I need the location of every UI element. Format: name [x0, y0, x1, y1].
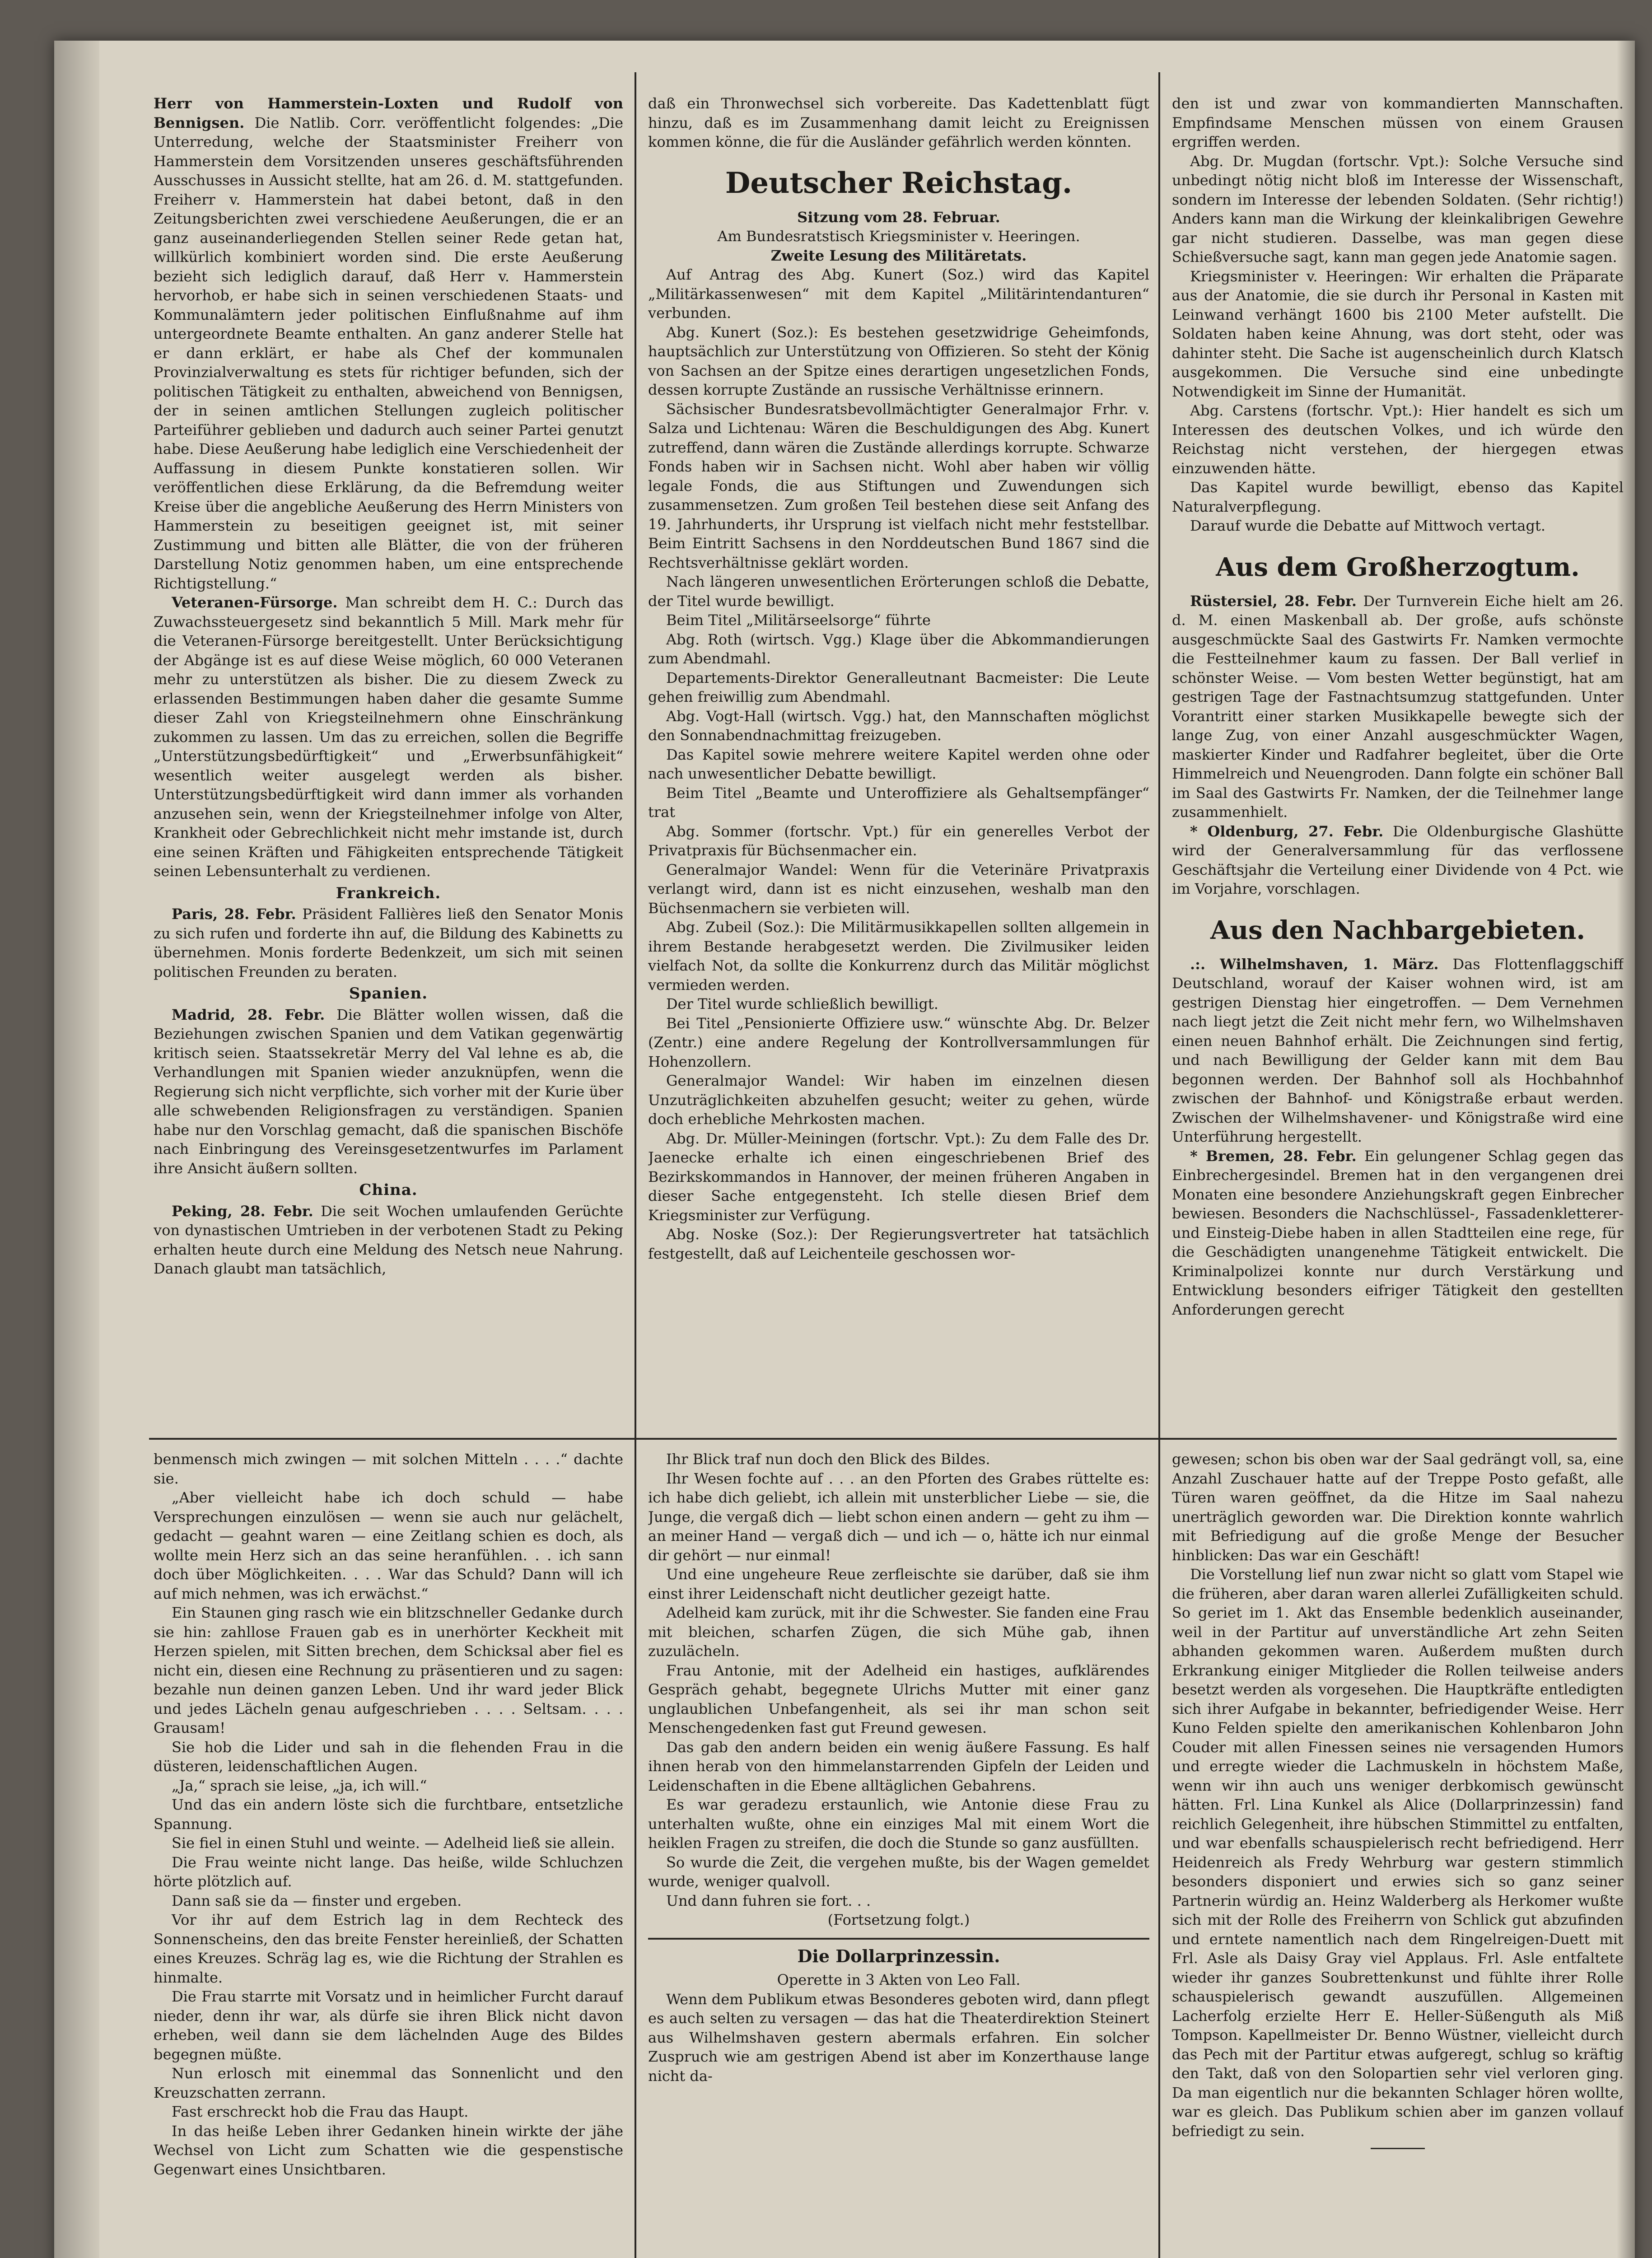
- paragraph: Generalmajor Wandel: Wenn für die Veterinäre Privatpraxis verlangt wird, dann ist es nicht einzusehen, weshalb man den Büchsenmachern sie verbieten will.: [648, 861, 1149, 917]
- reading-heading: Zweite Lesung des Militäretats.: [770, 247, 1027, 264]
- paragraph: Abg. Noske (Soz.): Der Regierungsvertreter hat tatsächlich festgestellt, daß auf Leichenteile geschossen wor-: [648, 1226, 1149, 1262]
- paragraph: Abg. Kunert (Soz.): Es bestehen gesetzwidrige Geheimfonds, hauptsächlich zur Unterstützung von Offizieren. So steht der König von Sachsen an der Spitze eines derartigen ungesetzlichen Fonds, dessen korrupte Zustände an russische Verhältnisse erinnern.: [648, 323, 1149, 398]
- feuilleton-column-1: [154, 1450, 623, 2258]
- heading-china: China.: [359, 1181, 418, 1199]
- paragraph: Fast erschreckt hob die Frau das Haupt.: [172, 2103, 469, 2120]
- heading-frankreich: Frankreich.: [336, 884, 441, 902]
- paragraph: Auf Antrag des Abg. Kunert (Soz.) wird das Kapitel „Militärkassenwesen“ mit dem Kapitel „Militärintendanturen“ verbunden.: [648, 266, 1149, 322]
- article-body: Ein gelungener Schlag gegen das Einbrechergesindel. Bremen hat in den vergangenen drei Monaten eine besondere Anziehungskraft gegen Einbrecher bewiesen. Besonders die Nachschlüssel-, Fassadenkletterer- und Einsteig-Diebe haben in allen Stadtteilen eine rege, für die Geschädigten unangenehme Tätigkeit entwickelt. Die Kriminalpolizei konnte nur durch Verstärkung und Entwicklung besonders eifriger Tätigkeit den gestellten Anforderungen gerecht: [1172, 1147, 1624, 1318]
- paragraph: Sächsischer Bundesratsbevollmächtigter Generalmajor Frhr. v. Salza und Lichtenau: Wären die Beschuldigungen des Abg. Kunert zutreffend, dann wären die Zustände allerdings korrupte. Schwarze Fonds haben wir in Sachsen nicht. Wohl aber haben wir völlig legale Fonds, die aus Stiftungen und Zuwendungen sich zusammensetzen. Zum großen Teil bestehen diese seit Anfang des 19. Jahrhunderts, ihr Ursprung ist vielfach nicht mehr feststellbar. Beim Eintritt Sachsens in den Norddeutschen Bund 1867 sind die Rechtsverhältnisse geklärt worden.: [648, 400, 1149, 571]
- article-bremen: [1172, 1147, 1624, 1320]
- feuilleton-rule: [149, 1438, 1617, 1440]
- feuilleton-column-2: [648, 1450, 1149, 2258]
- paragraph: Und dann fuhren sie fort. . .: [666, 1892, 871, 1909]
- paragraph: Departements-Direktor Generalleutnant Bacmeister: Die Leute gehen freiwillig zum Abendmahl.: [648, 669, 1149, 705]
- heading-dollarprinzessin: Die Dollarprinzessin.: [797, 1945, 1000, 1966]
- article-continuation: daß ein Thronwechsel sich vorbereite. Das Kadettenblatt fügt hinzu, daß es im Zusammenhang damit leicht zu Ereignissen kommen könne, die für die Ausländer gefährlich werden könnten.: [648, 95, 1149, 150]
- article-peking: [154, 1202, 623, 1278]
- article-body: Der Turnverein Eiche hielt am 26. d. M. einen Maskenball ab. Der große, aufs schönste ausgeschmückte Saal des Gastwirts Fr. Namken vermochte die Festteilnehmer kaum zu fassen. Der Ball verlief in schönster Weise. — Vom besten Wetter begünstigt, hat am gestrigen Tage der Fastnachtsumzug stattgefunden. Unter Vorantritt einer starken Musikkapelle bewegte sich der lange Zug, von einer Anzahl ausgeschmückter Wagen, maskierter Kinder und Radfahrer begleitet, über die Orte Himmelreich und Neuengroden. Dann folgte ein schöner Ball im Saal des Gastwirts Fr. Namken, der die Teilnehmer lange zusammenhielt.: [1172, 592, 1624, 821]
- heading-reichstag: Deutscher Reichstag.: [725, 166, 1073, 200]
- article-lead: Madrid, 28. Febr.: [172, 1006, 325, 1023]
- paragraph: Am Bundesratstisch Kriegsminister v. Heeringen.: [717, 228, 1080, 245]
- article-lead: * Oldenburg, 27. Febr.: [1190, 822, 1384, 840]
- paragraph: benmensch mich zwingen — mit solchen Mitteln . . . .“ dachte sie.: [154, 1451, 623, 1487]
- paragraph: Adelheid kam zurück, mit ihr die Schwester. Sie fanden eine Frau mit bleichen, scharfen Zügen, die sich Mühe gab, ihnen zuzulächeln.: [648, 1604, 1149, 1660]
- column-1: [154, 94, 623, 1431]
- article-ruestersiel: [1172, 592, 1624, 822]
- article-lead: .:. Wilhelmshaven, 1. März.: [1190, 955, 1439, 973]
- paragraph: Abg. Roth (wirtsch. Vgg.) Klage über die Abkommandierungen zum Abendmahl.: [648, 630, 1149, 667]
- paragraph: Darauf wurde die Debatte auf Mittwoch vertagt.: [1190, 517, 1545, 534]
- paragraph: gewesen; schon bis oben war der Saal gedrängt voll, sa, eine Anzahl Zuschauer hatte auf der Treppe Posto gefaßt, alle Türen waren geöffnet, da die Hitze im Saal nahezu unerträglich geworden war. Die Direktion konnte wahrlich mit Befriedigung auf die große Menge der Besucher hinblicken: Das war ein Geschäft!: [1172, 1451, 1624, 1564]
- feuilleton-column-3: [1172, 1450, 1624, 2258]
- paragraph: „Ja,“ sprach sie leise, „ja, ich will.“: [172, 1777, 427, 1794]
- section-rule: [648, 1938, 1149, 1940]
- column-rule-2: [1158, 72, 1160, 2258]
- article-lead: Peking, 28. Febr.: [172, 1202, 313, 1220]
- paragraph: Ihr Wesen fochte auf . . . an den Pforten des Grabes rüttelte es: ich habe dich geliebt, ich allein mit unsterblicher Liebe — sie, die Junge, die vergaß dich — liebt schon einen andern — geht zu ihm — an meiner Hand — vergaß dich — und ich — o, hätte ich nur einmal dir gehört — nur einmal!: [648, 1470, 1149, 1564]
- paragraph: Sie fiel in einen Stuhl und weinte. — Adelheid ließ sie allein.: [172, 1834, 615, 1852]
- paragraph: Bei Titel „Pensionierte Offiziere usw.“ wünschte Abg. Dr. Belzer (Zentr.) eine andere Regelung der Kontrollversammlungen für Hohenzollern.: [648, 1014, 1149, 1070]
- paragraph: „Aber vielleicht habe ich doch schuld — habe Versprechungen einzulösen — wenn sie auch nur gelächelt, gedacht — geahnt waren — eine Zeitlang schien es doch, als wollte mein Herz sich an das seine heranfühlen. . . ich sann doch über Möglichkeiten. . . . War das Schuld? Dann will ich auf mich nehmen, was ich erwächst.“: [154, 1489, 623, 1602]
- article-body: Die Oldenburgische Glashütte wird der Generalversammlung für das verflossene Geschäftsjahr die Verteilung einer Dividende von 4 Pct. wie im Vorjahre, vorschlagen.: [1172, 822, 1624, 897]
- paragraph: Abg. Dr. Mugdan (fortschr. Vpt.): Solche Versuche sind unbedingt nötig nicht bloß im Interesse der Wissenschaft, sondern im Interesse der lebenden Soldaten. (Sehr richtig!) Anders kann man die Wirkung der kleinkalibrigen Gewehre gar nicht studieren. Dasselbe, was man gegen diese Schießversuche sagt, kann man gegen jede Anatomie sagen.: [1172, 152, 1624, 266]
- paragraph: Abg. Vogt-Hall (wirtsch. Vgg.) hat, den Mannschaften möglichst den Sonnabendnachmittag freizugeben.: [648, 707, 1149, 744]
- article-body: Die Natlib. Corr. veröffentlicht folgendes: „Die Unterredung, welche der Staatsminister Freiherr von Hammerstein dem Vorsitzenden unseres geschäftsführenden Ausschusses in Aussicht stellte, hat am 26. d. M. stattgefunden. Freiherr v. Hammerstein hat dabei betont, daß in den Zeitungsberichten zwei verschiedene Aeußerungen, die er an ganz auseinanderliegenden Stellen seiner Rede getan hat, willkürlich kombiniert worden sind. Die erste Aeußerung bezieht sich lediglich darauf, daß Herr v. Hammerstein hervorhob, er habe sich in seinen verschiedenen Staats- und Kommunalämtern jeder politischen Einflußnahme auf ihm untergeordnete Beamte enthalten. An ganz anderer Stelle hat er dann erklärt, er habe als Chef der kommunalen Provinzialverwaltung es stets für richtiger befunden, sich der politischen Tätigkeit zu enthalten, abweichend von Bennigsen, der in seinen amtlichen Stellungen zugleich politischer Parteiführer geblieben und dadurch auch seiner Partei genutzt habe. Diese Aeußerung habe lediglich eine Verschiedenheit der Auffassung in diesem Punkte konstatieren sollen. Wir veröffentlichen diese Erklärung, da die Befremdung weiter Kreise über die angebliche Aeußerung des Herrn Ministers von Hammerstein zu beseitigen geeignet ist, mit seiner Zustimmung und bitten alle Blätter, die von der früheren Darstellung Notiz genommen haben, um eine entsprechende Richtigstellung.“: [154, 114, 623, 592]
- column-2: [648, 94, 1149, 1431]
- paragraph: Abg. Carstens (fortschr. Vpt.): Hier handelt es sich um Interessen des deutschen Volkes, und ich würde den Reichstag nicht verstehen, der hiergegen etwas einzuwenden hätte.: [1172, 402, 1624, 477]
- paragraph: Und eine ungeheure Reue zerfleischte sie darüber, daß sie ihm einst ihrer Leidenschaft nicht deutlicher gezeigt hatte.: [648, 1566, 1149, 1602]
- page-binding: [54, 41, 99, 2258]
- paragraph: Nach längeren unwesentlichen Erörterungen schloß die Debatte, der Titel wurde bewilligt.: [648, 573, 1149, 610]
- article-body: Die Blätter wollen wissen, daß die Beziehungen zwischen Spanien und dem Vatikan gegenwärtig kritisch seien. Staatssekretär Merry del Val lehne es ab, die Verhandlungen mit Spanien wieder anzuknüpfen, wenn die Regierung sich nicht verpflichte, sich vorher mit der Kurie über alle schwebenden Religionsfragen zu verständigen. Spanien habe nur den Vorschlag gemacht, daß die spanischen Bischöfe nach Einbringung des Vereinsgesetzentwurfes im Parlament ihre Ansicht äußern sollten.: [154, 1006, 623, 1177]
- article-lead: * Bremen, 28. Febr.: [1190, 1147, 1357, 1165]
- paragraph: Das gab den andern beiden ein wenig äußere Fassung. Es half ihnen herab von den himmelanstarrenden Gipfeln der Leiden und Leidenschaften in die Ebene alltäglichen Gebahrens.: [648, 1738, 1149, 1794]
- paragraph: Beim Titel „Militärseelsorge“ führte: [666, 611, 931, 629]
- paragraph: Frau Antonie, mit der Adelheid ein hastiges, aufklärendes Gespräch gehabt, begegnete Ulrichs Mutter mit einer ganz unglaublichen Unbefangenheit, als sei ihr man schon seit Menschengedenken fast gut Freund gewesen.: [648, 1661, 1149, 1736]
- paragraph: Generalmajor Wandel: Wir haben im einzelnen diesen Unzuträglichkeiten abzuhelfen gesucht; weiter zu gehen, würde doch erhebliche Mehrkosten machen.: [648, 1072, 1149, 1128]
- article-body: Man schreibt dem H. C.: Durch das Zuwachssteuergesetz sind bekanntlich 5 Mill. Mark mehr für die Veteranen-Fürsorge bereitgestellt. Unter Berücksichtigung der Abgänge ist es auf diese Weise möglich, 60 000 Veteranen mehr zu unterstützen als bisher. Die zu diesem Zweck zu erlassenden Bestimmungen haben daher die gesamte Summe dieser Zahl von Kriegsteilnehmern ohne Einschränkung zukommen zu lassen. Um das zu erreichen, sollen die Begriffe „Unterstützungsbedürftigkeit“ und „Erwerbsunfähigkeit“ wesentlich weiter ausgelegt werden als bisher. Unterstützungsbedürftigkeit wird dann immer als vorhanden anzusehen sein, wenn der Kriegsteilnehmer infolge von Alter, Krankheit oder Gebrechlichkeit nicht mehr imstande ist, durch eine seinen Kräften und Fähigkeiten entsprechende Tätigkeit seinen Lebensunterhalt zu verdienen.: [154, 594, 623, 880]
- article-wilhelmshaven: [1172, 955, 1624, 1147]
- heading-nachbargebiete: Aus den Nachbargebieten.: [1210, 915, 1585, 945]
- article-veteranen: [154, 593, 623, 881]
- newspaper-page: [54, 41, 1635, 2258]
- paragraph: Beim Titel „Beamte und Unteroffiziere als Gehaltsempfänger“ trat: [648, 784, 1149, 821]
- article-lead: Herr von Hammerstein-Loxten und Rudolf von Bennigsen.: [154, 95, 623, 131]
- paragraph: Nun erlosch mit einemmal das Sonnenlicht und den Kreuzschatten zerrann.: [154, 2065, 623, 2101]
- article-continuation: den ist und zwar von kommandierten Mannschaften. Empfindsame Menschen müssen von einem Grausen ergriffen werden.: [1172, 95, 1624, 150]
- article-body: Die seit Wochen umlaufenden Gerüchte von dynastischen Umtrieben in der verbotenen Stadt zu Peking erhalten heute durch eine Meldung des Netsch neue Nahrung. Danach glaubt man tatsächlich,: [154, 1202, 623, 1277]
- paragraph: So wurde die Zeit, die vergehen mußte, bis der Wagen gemeldet wurde, weniger qualvoll.: [648, 1853, 1149, 1890]
- paragraph: Ihr Blick traf nun doch den Blick des Bildes.: [666, 1451, 990, 1468]
- operetta-subtitle: Operette in 3 Akten von Leo Fall.: [777, 1971, 1021, 1988]
- paragraph: Dann saß sie da — finster und ergeben.: [172, 1892, 462, 1909]
- paragraph: Wenn dem Publikum etwas Besonderes geboten wird, dann pflegt es auch selten zu versagen — das hat die Theaterdirektion Steinert aus Wilhelmshaven gestern abermals erfahren. Ein solcher Zuspruch wie am gestrigen Abend ist aber im Konzerthause lange nicht da-: [648, 1990, 1149, 2085]
- paragraph: In das heiße Leben ihrer Gedanken hinein wirkte der jähe Wechsel von Licht zum Schatten wie die gespenstische Gegenwart eines Unsichtbaren.: [154, 2122, 623, 2178]
- column-rule-1: [635, 72, 636, 2258]
- article-lead: Veteranen-Fürsorge.: [172, 594, 338, 611]
- paragraph: Die Frau starrte mit Vorsatz und in heimlicher Furcht darauf nieder, denn ihr war, als dürfe sie ihren Blick nicht davon erheben, weil dann sie dem lächelnden Auge des Bildes begegnen müßte.: [154, 1988, 623, 2063]
- article-lead: Paris, 28. Febr.: [172, 905, 296, 923]
- paragraph: Vor ihr auf dem Estrich lag in dem Rechteck des Sonnenscheins, den das breite Fenster hereinließ, der Schatten eines Kreuzes. Schräg lag es, wie die Richtung der Strahlen es hinmalte.: [154, 1911, 623, 1986]
- article-hammerstein: [154, 94, 623, 593]
- article-body: Präsident Fallières ließ den Senator Monis zu sich rufen und forderte ihn auf, die Bildung des Kabinetts zu übernehmen. Monis forderte Bedenkzeit, um sich mit seinen politischen Freunden zu beraten.: [154, 905, 623, 980]
- paragraph: Das Kapitel wurde bewilligt, ebenso das Kapitel Naturalverpflegung.: [1172, 479, 1624, 515]
- continuation-note: (Fortsetzung folgt.): [827, 1911, 970, 1928]
- article-body: Das Flottenflaggschiff Deutschland, worauf der Kaiser wohnen wird, ist am gestrigen Dienstag hier eingetroffen. — Dem Vernehmen nach liegt jetzt die Zeit nicht mehr fern, wo Wilhelmshaven einen neuen Bahnhof erhält. Die Zeichnungen sind fertig, und nach Bewilligung der Gelder kann mit dem Bau begonnen werden. Der Bahnhof soll als Hochbahnhof zwischen der Bahnhof- und Königstraße erbaut werden. Zwischen der Wilhelmshavener- und Königstraße wird eine Unterführung hergestellt.: [1172, 955, 1624, 1145]
- paragraph: Das Kapitel sowie mehrere weitere Kapitel werden ohne oder nach unwesentlicher Debatte bewilligt.: [648, 746, 1149, 782]
- paragraph: Abg. Sommer (fortschr. Vpt.) für ein generelles Verbot der Privatpraxis für Büchsenmacher ein.: [648, 822, 1149, 859]
- paragraph: Es war geradezu erstaunlich, wie Antonie diese Frau zu unterhalten wußte, ohne ein einziges Mal mit einem Wort die heiklen Fragen zu streifen, die doch die Stunde so ganz ausfüllten.: [648, 1796, 1149, 1852]
- paragraph: Die Frau weinte nicht lange. Das heiße, wilde Schluchzen hörte plötzlich auf.: [154, 1853, 623, 1890]
- paragraph: Der Titel wurde schließlich bewilligt.: [666, 995, 938, 1012]
- paragraph: Ein Staunen ging rasch wie ein blitzschneller Gedanke durch sie hin: zahllose Frauen gab es in unerhörter Keckheit mit Herzen spielen, mit Sitten brechen, dem Schicksal aber fiel es nicht ein, diesen eine Rechnung zu präsentieren und zu sagen: bezahle nun deinen ganzen Leben. Und ihr ward jeder Blick und jedes Lächeln genau aufgeschrieben . . . . Seltsam. . . . Grausam!: [154, 1604, 623, 1736]
- heading-spanien: Spanien.: [349, 984, 428, 1003]
- end-rule: [1371, 2148, 1425, 2149]
- paragraph: Die Vorstellung lief nun zwar nicht so glatt vom Stapel wie die früheren, aber daran waren allerlei Zufälligkeiten schuld. So geriet im 1. Akt das Ensemble bedenklich auseinander, weil in der Partitur auf unverständliche Art zehn Seiten abhanden gekommen waren. Außerdem mußten durch Erkrankung einiger Mitglieder die Rollen teilweise anders besetzt werden als vorgesehen. Die Hauptkräfte entledigten sich ihrer Aufgabe in bekannter, befriedigender Weise. Herr Kuno Felden spielte den amerikanischen Kohlenbaron John Couder mit allen Finessen seines nie versagenden Humors und erregte wieder die Lachmuskeln in höchstem Maße, wenn wir ihn auch uns weniger derbkomisch gewünscht hätten. Frl. Lina Kunkel als Alice (Dollarprinzessin) fand reichlich Gelegenheit, ihre hübschen Stimmittel zu entfalten, und war ebenfalls schauspielerisch recht befriedigend. Herr Heidenreich als Fredy Wehrburg war gestern stimmlich besonders disponiert und erwies sich so ganz seiner Partnerin würdig an. Heinz Walderberg als Herkomer wußte sich mit der Rolle des Freiherrn von Schlick gut abzufinden und erntete namentlich nach dem Ringelreigen-Duett mit Frl. Asle als Daisy Gray viel Applaus. Frl. Asle entfaltete wieder ihr ganzes Soubrettenkunst und fühlte ihrer Rolle schauspielerisch gewandt auszufüllen. Allgemeinen Lacherfolg erzielte Herr E. Heller-Süßenguth als Miß Tompson. Kapellmeister Dr. Benno Wüstner, vielleicht durch das Pech mit der Partitur etwas aufgeregt, schlug so kräftig den Takt, daß von den Solopartien sehr viel verloren ging. Da man eigentlich nur die bekannten Schlager hören wollte, war es gleich. Das Publikum schien aber im ganzen vollauf befriedigt zu sein.: [1172, 1566, 1624, 2140]
- article-paris: [154, 905, 623, 981]
- paragraph: Abg. Zubeil (Soz.): Die Militärmusikkapellen sollten allgemein in ihrem Bestande herabgesetzt werden. Die Zivilmusiker leiden vielfach Not, da sollte die Konkurrenz durch das Militär möglichst vermieden werden.: [648, 919, 1149, 994]
- article-madrid: [154, 1005, 623, 1178]
- session-date: Sitzung vom 28. Februar.: [797, 208, 1000, 226]
- paragraph: Kriegsminister v. Heeringen: Wir erhalten die Präparate aus der Anatomie, die sie durch ihr Personal in Kasten mit Leinwand verhängt 1600 bis 2100 Meter aufstellt. Die Soldaten haben keine Ahnung, was dort steht, oder was dahinter steht. Die Sache ist augenscheinlich durch Klatsch ausgekommen. Die Versuche sind eine unbedingte Notwendigkeit im Sinne der Humanität.: [1172, 267, 1624, 400]
- column-3: [1172, 94, 1624, 1431]
- article-lead: Rüstersiel, 28. Febr.: [1190, 592, 1357, 610]
- paragraph: Und das ein andern löste sich die furchtbare, entsetzliche Spannung.: [154, 1796, 623, 1833]
- paragraph: Sie hob die Lider und sah in die flehenden Frau in die düsteren, leidenschaftlichen Augen.: [154, 1738, 623, 1775]
- paragraph: Abg. Dr. Müller-Meiningen (fortschr. Vpt.): Zu dem Falle des Dr. Jaenecke erhalte ich einen eingeschriebenen Brief des Bezirkskommandos in Hannover, der meinen früheren Angaben in dieser Sache entgegensteht. Ich stelle diesen Brief dem Kriegsminister zur Verfügung.: [648, 1129, 1149, 1224]
- heading-grossherzogtum: Aus dem Großherzogtum.: [1216, 552, 1580, 582]
- article-oldenburg: [1172, 822, 1624, 899]
